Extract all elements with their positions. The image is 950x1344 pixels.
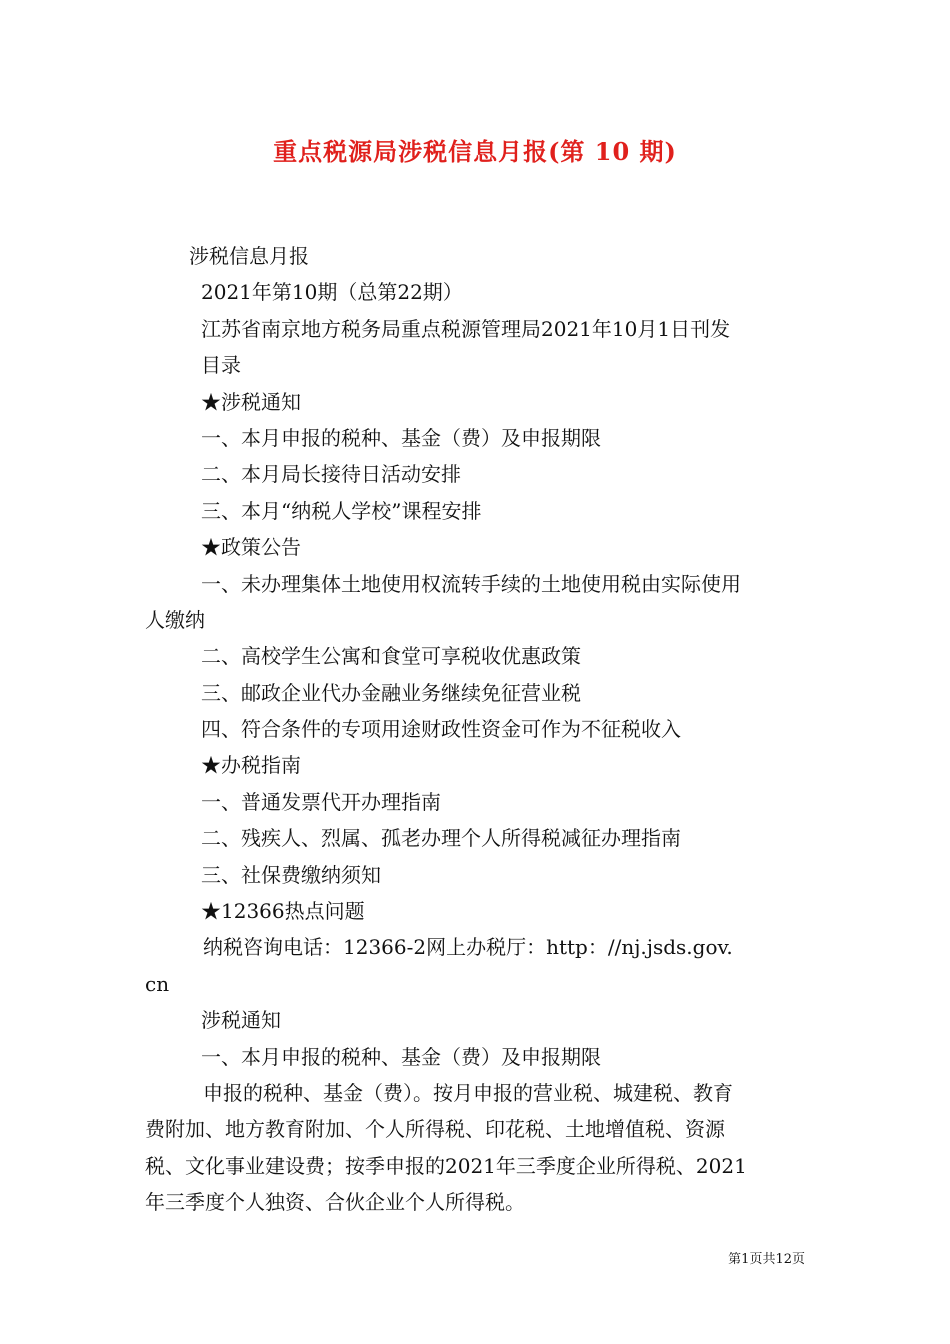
text-line: 2021年第10期（总第22期） — [201, 280, 463, 305]
text-line: 一、普通发票代开办理指南 — [201, 789, 441, 814]
section-heading: ★涉税通知 — [201, 389, 301, 414]
text-line: 费附加、地方教育附加、个人所得税、印花税、土地增值税、资源 — [145, 1117, 725, 1142]
text-line: 涉税通知 — [201, 1008, 281, 1033]
text-line: 纳税咨询电话：12366-2网上办税厅：http：//nj.jsds.gov. — [203, 935, 733, 960]
text-line: 二、本月局长接待日活动安排 — [201, 462, 461, 487]
section-heading: ★政策公告 — [201, 535, 301, 560]
page-number: 第1页共12页 — [728, 1252, 805, 1267]
document-title: 重点税源局涉税信息月报(第 10 期) — [273, 137, 677, 166]
text-line: 二、高校学生公寓和食堂可享税收优惠政策 — [201, 644, 581, 669]
text-line: cn — [145, 971, 170, 996]
text-line: 三、邮政企业代办金融业务继续免征营业税 — [201, 680, 581, 705]
text-line: 申报的税种、基金（费）。按月申报的营业税、城建税、教育 — [203, 1080, 733, 1105]
text-line: 税、文化事业建设费；按季申报的2021年三季度企业所得税、2021 — [145, 1153, 747, 1178]
text-line: 年三季度个人独资、合伙企业个人所得税。 — [145, 1190, 525, 1215]
text-line: 涉税信息月报 — [189, 244, 309, 268]
text-line: 目录 — [201, 353, 241, 378]
text-line: 三、本月“纳税人学校”课程安排 — [201, 498, 482, 523]
text-line: 二、残疾人、烈属、孤老办理个人所得税减征办理指南 — [201, 826, 681, 851]
text-line: 江苏省南京地方税务局重点税源管理局2021年10月1日刊发 — [201, 316, 731, 341]
text-line: 一、本月申报的税种、基金（费）及申报期限 — [201, 425, 601, 450]
text-line: 人缴纳 — [145, 607, 205, 632]
section-heading: ★12366热点问题 — [201, 899, 365, 924]
text-line: 一、未办理集体土地使用权流转手续的土地使用税由实际使用 — [201, 571, 741, 596]
text-line: 四、符合条件的专项用途财政性资金可作为不征税收入 — [201, 717, 681, 742]
document-body — [145, 238, 810, 1221]
section-heading: ★办税指南 — [201, 753, 301, 778]
text-line: 三、社保费缴纳须知 — [201, 862, 381, 887]
text-line: 一、本月申报的税种、基金（费）及申报期限 — [201, 1044, 601, 1069]
